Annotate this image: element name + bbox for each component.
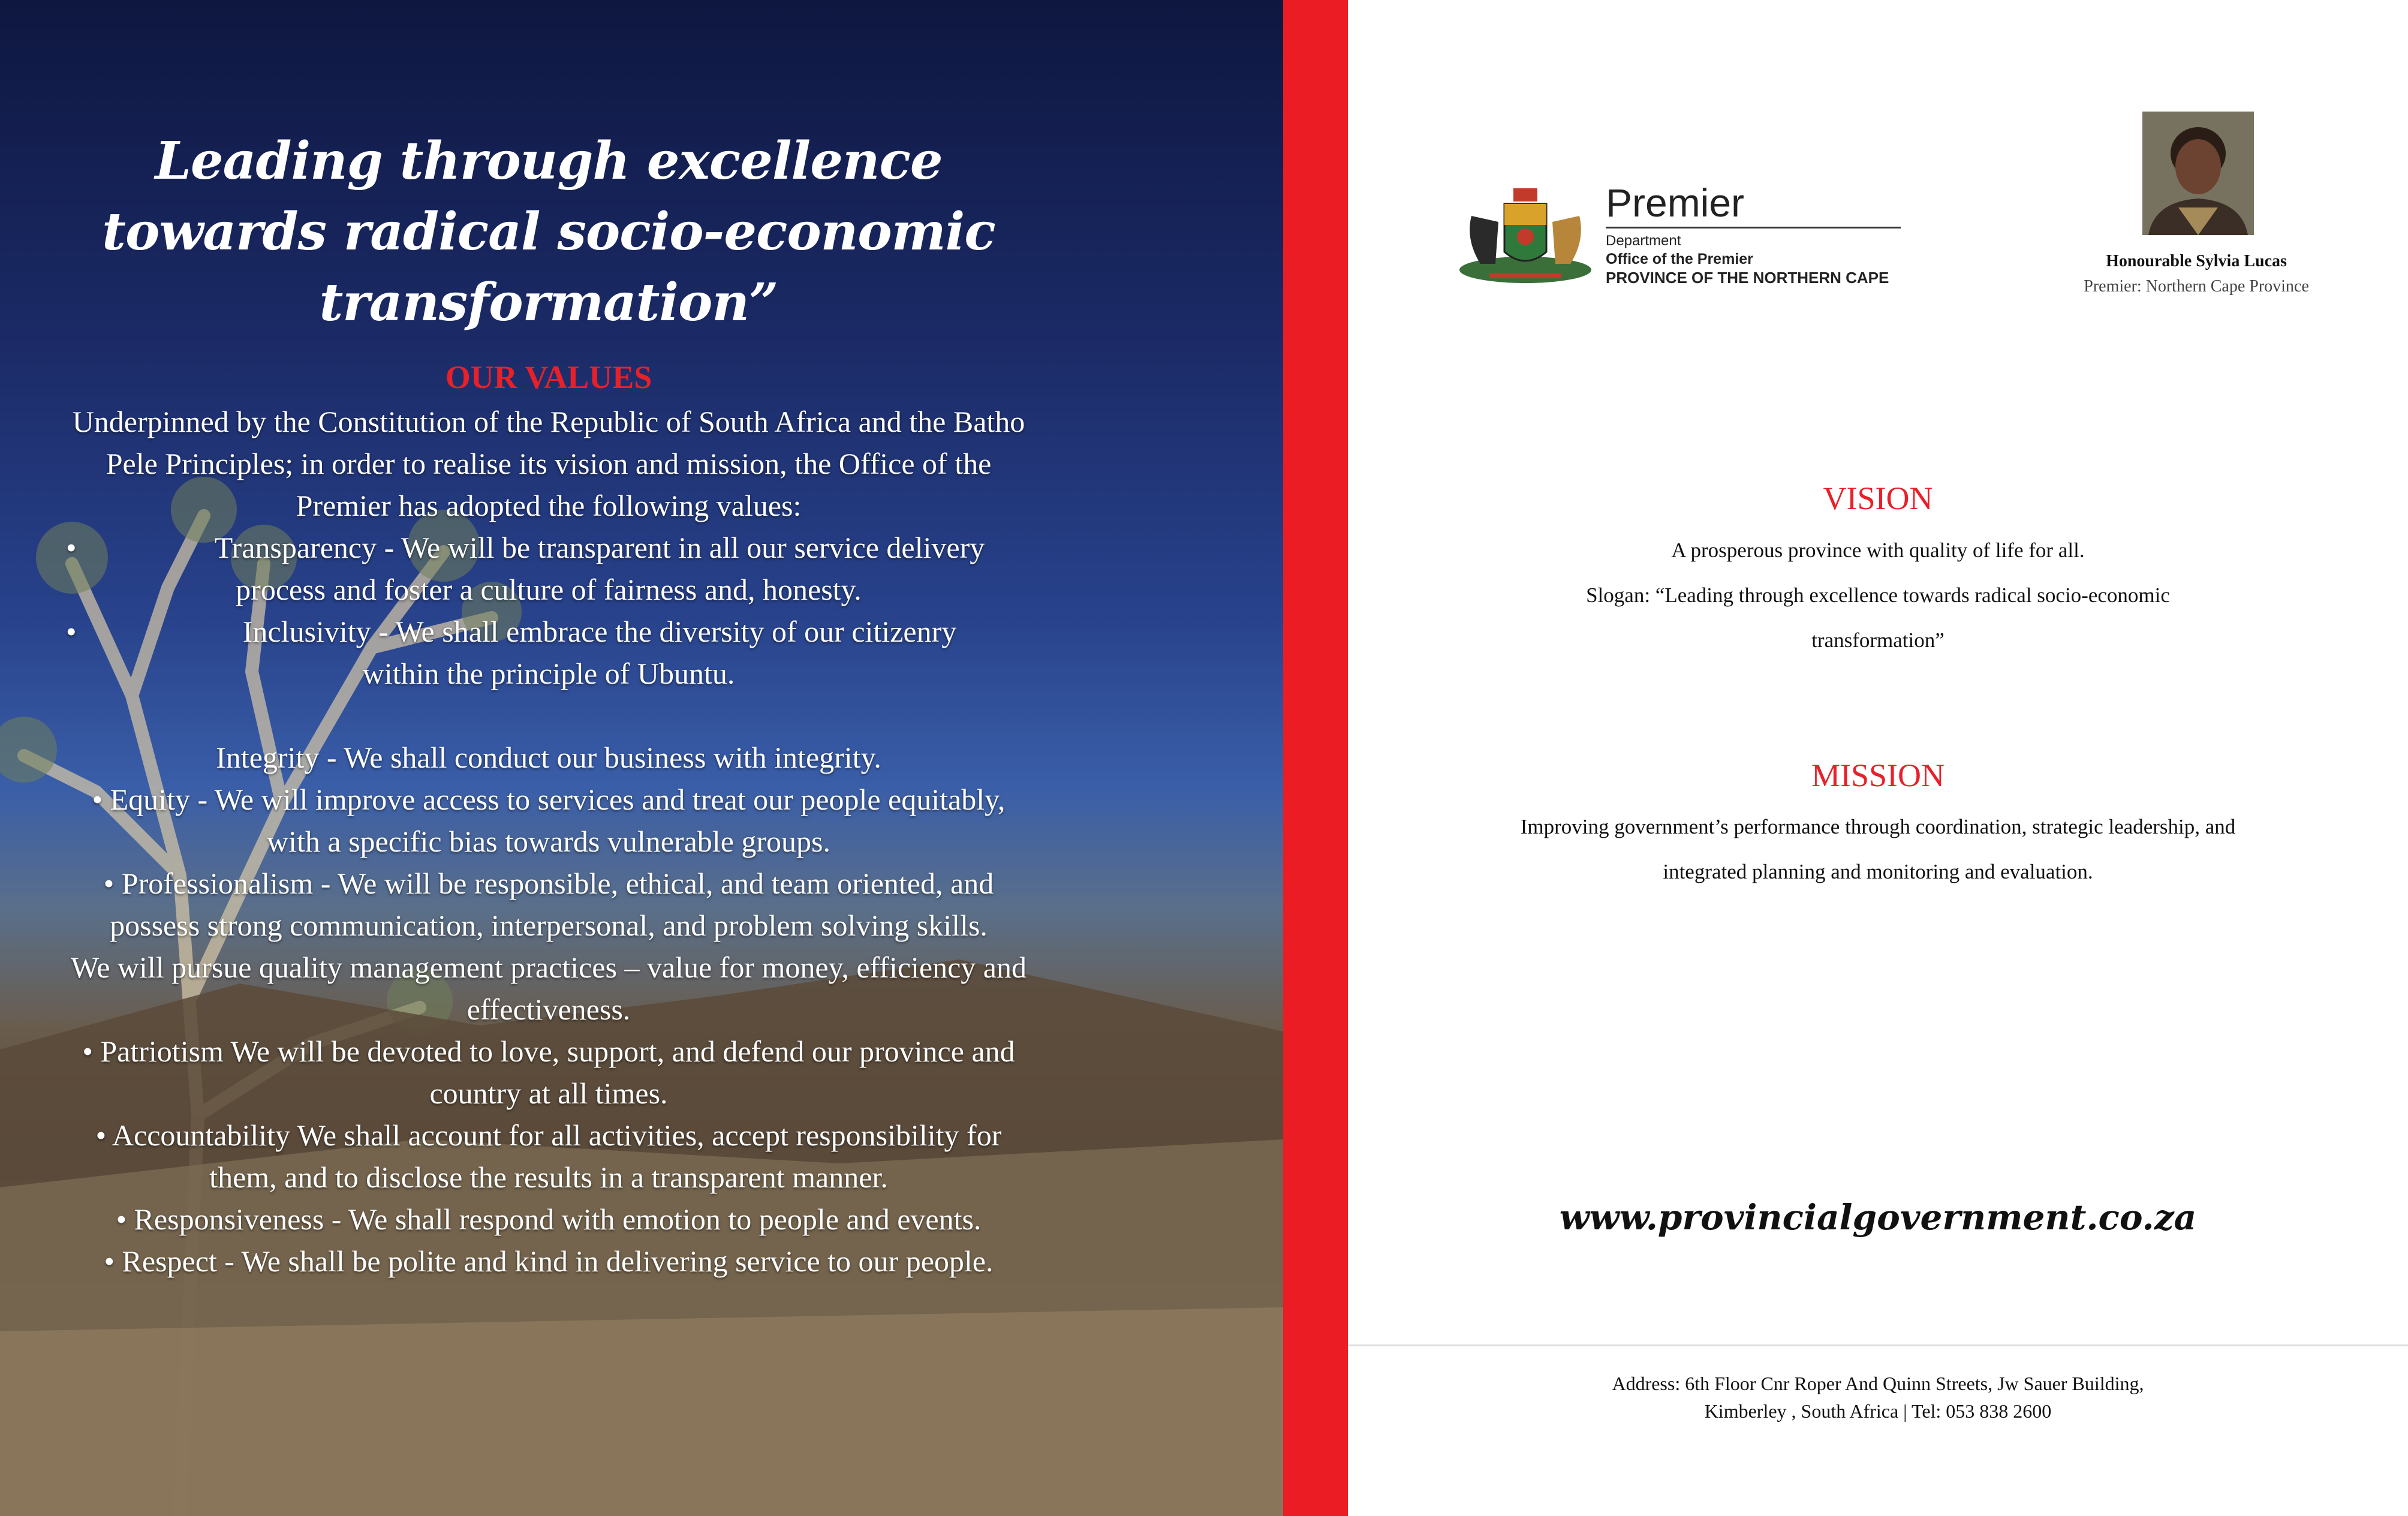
value-transparency-cont: process and foster a culture of fairness and, honesty. [236,573,862,606]
portrait-image [2142,112,2254,235]
logo-title: Premier [1606,181,1745,225]
bullet-icon: • [66,531,77,564]
department-logo [1447,180,1903,294]
mission-heading: MISSION [1811,757,1945,793]
values-list [66,401,1031,1282]
premier-role: Premier: Northern Cape Province [2084,277,2309,296]
vision-text [1444,528,2312,663]
value-respect: • Respect - We shall be polite and kind in delivering service to our people. [104,1244,994,1278]
value-equity: • Equity - We will improve access to services and treat our people equitably, with a specific bias towards vulnerable groups. [92,783,1006,858]
address-line: Kimberley , South Africa | Tel: 053 838 2600 [1704,1400,2052,1422]
website-link[interactable]: www.provincialgovernment.co.za [1559,1197,2197,1238]
value-text: Transparency - We will be transparent in all our service delivery [214,531,985,564]
value-inclusivity [66,610,1031,652]
bullet-icon: • [66,615,77,648]
info-panel [1348,0,2408,1516]
vision-line: A prosperous province with quality of life for all. [1671,539,2085,562]
value-accountability: • Accountability We shall account for all activities, accept responsibility for them, and to disclose the results in a transparent manner. [95,1118,1002,1194]
value-text: Inclusivity - We shall embrace the diversity of our citizenry [242,615,957,648]
footer-divider [1348,1344,2408,1346]
value-integrity: Integrity - We shall conduct our business with integrity. [216,741,881,774]
values-heading: OUR VALUES [445,359,652,395]
value-professionalism: • Professionalism - We will be responsible, ethical, and team oriented, and possess strong communication, interpersonal, and problem solving skills. [103,867,994,942]
mission-line: integrated planning and monitoring and evaluation. [1663,860,2093,883]
slogan-line: transformation” [1811,628,1945,652]
vision-heading: VISION [1823,480,1933,516]
spacer [66,694,1031,736]
premier-name: Honourable Sylvia Lucas [2106,252,2287,270]
value-quality: We will pursue quality management practices – value for money, efficiency and effectiveness. [71,950,1027,1026]
tagline-heading: Leading through excellence towards radical socio-economic transformation” [102,131,995,333]
address-line: Address: 6th Floor Cnr Roper And Quinn Streets, Jw Sauer Building, [1612,1373,2144,1394]
value-patriotism: • Patriotism We will be devoted to love, support, and defend our province and country at all times. [82,1034,1015,1110]
slogan-line: Slogan: “Leading through excellence towards radical socio-economic [1586,583,2170,607]
values-intro: Underpinned by the Constitution of the Republic of South Africa and the Batho Pele Principles; in order to realise its vision and mission, the Office of the Premier has adopted the following values: [72,405,1025,522]
logo-divider [1606,227,1901,228]
address-block [1348,1370,2408,1425]
logo-office: Office of the Premier [1606,251,1753,267]
logo-department: Department [1606,233,1681,249]
coat-of-arms-icon [1447,180,1603,294]
mission-text [1444,804,2312,894]
mission-line: Improving government’s performance through coordination, strategic leadership, and [1520,815,2236,838]
value-transparency [66,527,1031,568]
premier-portrait [2142,112,2254,235]
red-divider-strip [1283,0,1348,1516]
value-responsiveness: • Responsiveness - We shall respond with emotion to people and events. [116,1202,982,1236]
value-inclusivity-cont: within the principle of Ubuntu. [362,657,735,690]
logo-province: PROVINCE OF THE NORTHERN CAPE [1606,269,1889,287]
